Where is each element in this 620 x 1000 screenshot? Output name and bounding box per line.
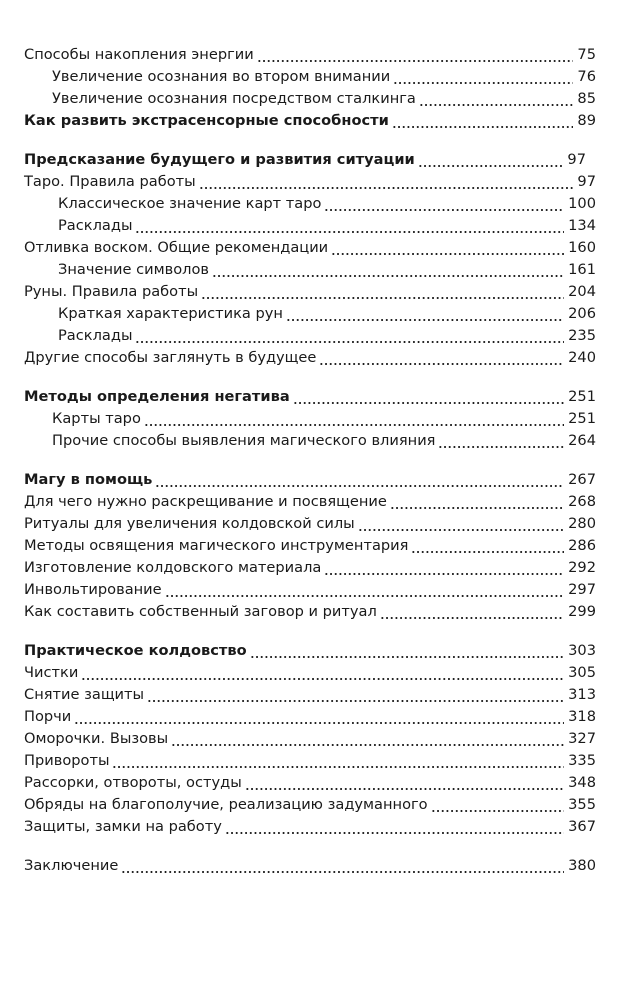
- toc-entry-page-number: 161: [568, 261, 596, 278]
- toc-dot-leader: [419, 88, 573, 110]
- toc-entry-title: Отливка воском. Общие рекомендации: [24, 239, 329, 256]
- toc-entry-title: Методы определения негатива: [24, 388, 290, 405]
- toc-entry-title: Как развить экстрасенсорные способности: [24, 112, 389, 129]
- toc-dot-leader: [155, 469, 564, 491]
- toc-entry-page-number: 97: [577, 173, 596, 190]
- toc-entry-page-number: 76: [577, 68, 596, 85]
- toc-entry-title: Классическое значение карт таро: [58, 195, 322, 212]
- toc-entry: [24, 772, 596, 794]
- toc-entry-page-number: 89: [577, 112, 596, 129]
- toc-dot-leader: [390, 491, 564, 513]
- toc-entry-title: Защиты, замки на работу: [24, 818, 222, 835]
- toc-entry-title: Таро. Правила работы: [24, 173, 196, 190]
- toc-entry-page-number: 100: [568, 195, 596, 212]
- toc-entry-page-number: 348: [568, 774, 596, 791]
- toc-dot-leader: [324, 193, 564, 215]
- toc-dot-leader: [74, 706, 564, 728]
- toc-entry-page-number: 264: [568, 432, 596, 449]
- toc-dot-leader: [358, 513, 564, 535]
- toc-entry-page-number: 267: [568, 471, 596, 488]
- toc-entry-title: Прочие способы выявления магического влияния: [52, 432, 436, 449]
- toc-entry: [24, 557, 596, 579]
- toc-entry-page-number: 327: [568, 730, 596, 747]
- toc-dot-leader: [438, 430, 564, 452]
- toc-entry: [58, 303, 596, 325]
- toc-entry: [24, 684, 596, 706]
- toc-entry-page-number: 85: [577, 90, 596, 107]
- toc-entry-title: Обряды на благополучие, реализацию задуманного: [24, 796, 428, 813]
- toc-entry: [52, 408, 596, 430]
- toc-entry-page-number: 367: [568, 818, 596, 835]
- toc-entry-title: Инвольтирование: [24, 581, 162, 598]
- toc-entry: [24, 579, 596, 601]
- toc-entry-page-number: 75: [577, 46, 596, 63]
- toc-entry-title: Другие способы заглянуть в будущее: [24, 349, 317, 366]
- toc-entry: [24, 491, 596, 513]
- toc-entry: [24, 237, 596, 259]
- toc-dot-leader: [331, 237, 564, 259]
- toc-entry: [24, 535, 596, 557]
- toc-entry: [24, 816, 596, 838]
- toc-entry-title: Снятие защиты: [24, 686, 145, 703]
- toc-entry-title: Увеличение осознания во втором внимании: [52, 68, 391, 85]
- toc-entry-title: Руны. Правила работы: [24, 283, 199, 300]
- toc-entry: [24, 640, 596, 662]
- toc-entry-title: Практическое колдовство: [24, 642, 247, 659]
- toc-entry: [24, 44, 596, 66]
- toc-entry-title: Увеличение осознания посредством сталкинга: [52, 90, 416, 107]
- toc-entry-title: Чистки: [24, 664, 79, 681]
- toc-entry-page-number: 299: [568, 603, 596, 620]
- toc-entry: [24, 794, 596, 816]
- toc-entry-page-number: 97: [567, 151, 586, 168]
- toc-entry-title: Оморочки. Вызовы: [24, 730, 169, 747]
- toc-entry-title: Краткая характеристика рун: [58, 305, 283, 322]
- toc-entry: [24, 110, 596, 132]
- toc-dot-leader: [250, 640, 564, 662]
- toc-entry-title: Привороты: [24, 752, 110, 769]
- toc-entry-title: Методы освящения магического инструментария: [24, 537, 409, 554]
- toc-entry-page-number: 297: [568, 581, 596, 598]
- toc-entry-page-number: 380: [568, 857, 596, 874]
- toc-entry-page-number: 303: [568, 642, 596, 659]
- toc-dot-leader: [121, 855, 564, 877]
- toc-dot-leader: [165, 579, 564, 601]
- toc-entry-title: Расклады: [58, 327, 133, 344]
- toc-dot-leader: [112, 750, 564, 772]
- toc-entry-title: Карты таро: [52, 410, 141, 427]
- toc-entry-page-number: 160: [568, 239, 596, 256]
- toc-entry-title: Как составить собственный заговор и ритуал: [24, 603, 377, 620]
- toc-entry: [52, 430, 596, 452]
- toc-entry: [52, 88, 596, 110]
- toc-dot-leader: [135, 215, 564, 237]
- toc-entry: [24, 728, 596, 750]
- toc-entry-page-number: 235: [568, 327, 596, 344]
- toc-entry-title: Заключение: [24, 857, 119, 874]
- toc-dot-leader: [319, 347, 564, 369]
- toc-dot-leader: [380, 601, 564, 623]
- toc-entry-page-number: 134: [568, 217, 596, 234]
- toc-entry-page-number: 251: [568, 410, 596, 427]
- toc-dot-leader: [144, 408, 564, 430]
- toc-dot-leader: [201, 281, 564, 303]
- toc-dot-leader: [392, 110, 573, 132]
- toc-entry-title: Ритуалы для увеличения колдовской силы: [24, 515, 355, 532]
- toc-entry-page-number: 318: [568, 708, 596, 725]
- toc-entry-page-number: 286: [568, 537, 596, 554]
- toc-dot-leader: [171, 728, 564, 750]
- toc-entry: [24, 662, 596, 684]
- toc-entry: [24, 750, 596, 772]
- toc-entry-page-number: 251: [568, 388, 596, 405]
- toc-entry-title: Способы накопления энергии: [24, 46, 254, 63]
- toc-dot-leader: [393, 66, 573, 88]
- toc-entry-title: Расклады: [58, 217, 133, 234]
- toc-dot-leader: [431, 794, 564, 816]
- toc-entry-title: Изготовление колдовского материала: [24, 559, 322, 576]
- toc-dot-leader: [411, 535, 564, 557]
- toc-dot-leader: [286, 303, 564, 325]
- toc-entry: [58, 215, 596, 237]
- toc-entry-page-number: 268: [568, 493, 596, 510]
- toc-dot-leader: [418, 149, 563, 171]
- toc-entry-page-number: 355: [568, 796, 596, 813]
- toc-entry: [58, 259, 596, 281]
- toc-entry-page-number: 292: [568, 559, 596, 576]
- toc-entry: [24, 149, 586, 171]
- toc-entry-title: Магу в помощь: [24, 471, 153, 488]
- toc-dot-leader: [135, 325, 564, 347]
- toc-entry-title: Предсказание будущего и развития ситуации: [24, 151, 415, 168]
- toc-dot-leader: [199, 171, 573, 193]
- toc-entry-page-number: 280: [568, 515, 596, 532]
- toc-entry: [24, 469, 596, 491]
- toc-dot-leader: [147, 684, 564, 706]
- toc-entry-title: Значение символов: [58, 261, 209, 278]
- toc-entry-title: Рассорки, отвороты, остуды: [24, 774, 242, 791]
- toc-entry-page-number: 313: [568, 686, 596, 703]
- toc-entry-page-number: 206: [568, 305, 596, 322]
- toc-dot-leader: [225, 816, 564, 838]
- toc-entry: [58, 193, 596, 215]
- toc-entry-title: Порчи: [24, 708, 72, 725]
- toc-dot-leader: [245, 772, 564, 794]
- toc-entry-page-number: 240: [568, 349, 596, 366]
- toc-entry: [24, 171, 596, 193]
- toc-dot-leader: [257, 44, 573, 66]
- toc-entry-page-number: 204: [568, 283, 596, 300]
- toc-dot-leader: [324, 557, 564, 579]
- toc-entry: [24, 855, 596, 877]
- toc-dot-leader: [81, 662, 564, 684]
- toc-entry-title: Для чего нужно раскрещивание и посвящение: [24, 493, 387, 510]
- toc-entry: [24, 386, 596, 408]
- toc-entry: [52, 66, 596, 88]
- toc-entry: [24, 347, 596, 369]
- toc-dot-leader: [212, 259, 564, 281]
- toc-dot-leader: [293, 386, 564, 408]
- toc-entry: [24, 281, 596, 303]
- toc-entry-page-number: 335: [568, 752, 596, 769]
- toc-entry: [24, 706, 596, 728]
- toc-entry: [24, 513, 596, 535]
- toc-entry: [24, 601, 596, 623]
- toc-entry: [58, 325, 596, 347]
- toc-entry-page-number: 305: [568, 664, 596, 681]
